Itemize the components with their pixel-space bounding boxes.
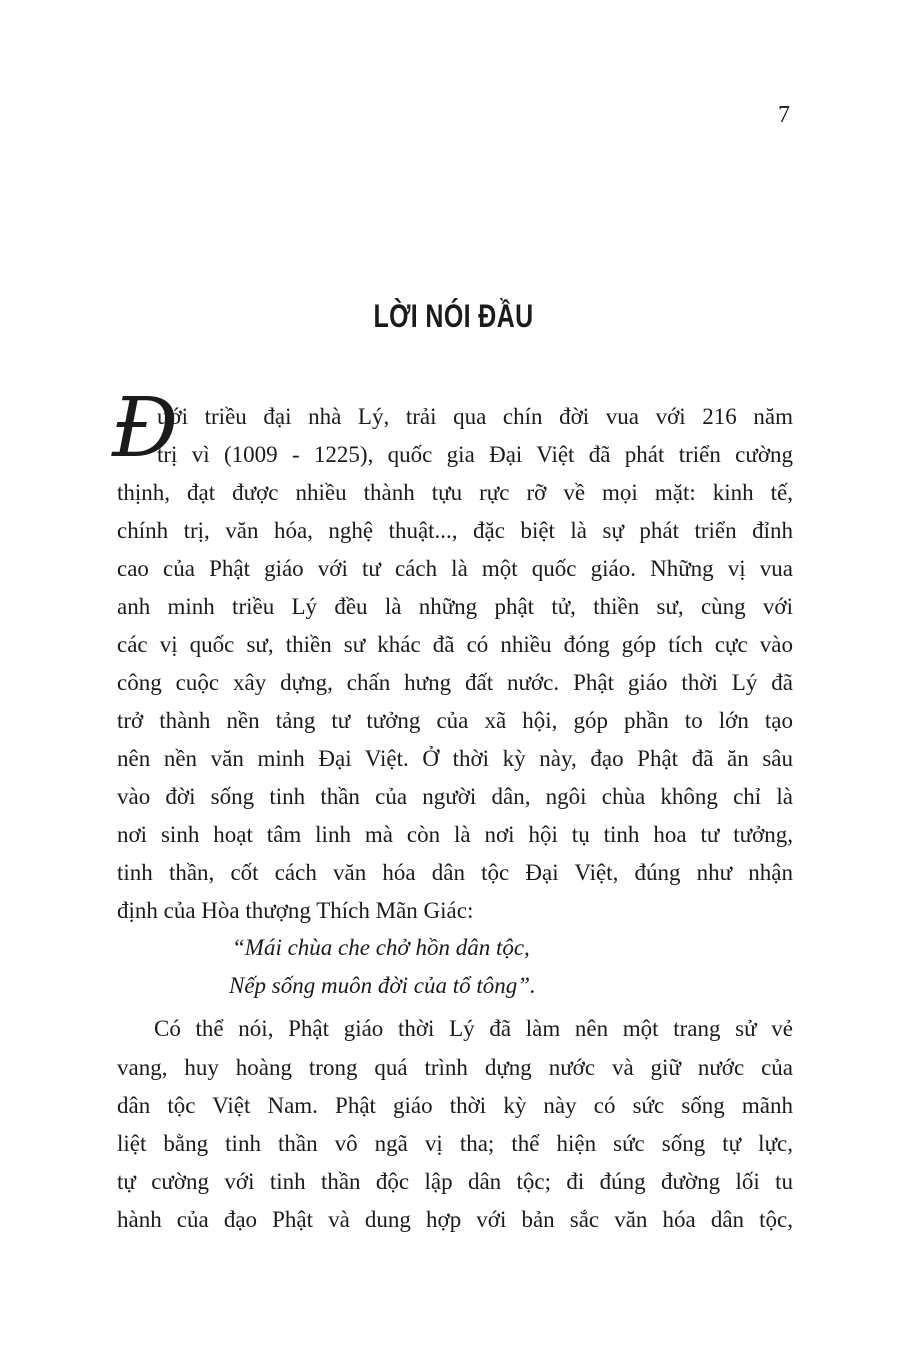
text-line: Có thể nói, Phật giáo thời Lý đã làm nên một trang sử vẻ [154,1016,793,1041]
text-line: hành của đạo Phật và dung hợp với bản sắc văn hóa dân tộc, [117,1207,793,1232]
text-line: tinh thần, cốt cách văn hóa dân tộc Đại Việt, đúng như nhận [117,860,793,885]
text-line: cao của Phật giáo với tư cách là một quốc giáo. Những vị vua [117,556,793,581]
chapter-title: LỜI NÓI ĐẦU [373,298,534,334]
text-line: tự cường với tinh thần độc lập dân tộc; đi đúng đường lối tu [117,1169,793,1194]
text-line: công cuộc xây dựng, chấn hưng đất nước. Phật giáo thời Lý đã [117,670,793,695]
text-line: nơi sinh hoạt tâm linh mà còn là nơi hội tụ tinh hoa tư tưởng, [117,822,793,847]
text-line: thịnh, đạt được nhiều thành tựu rực rỡ về mọi mặt: kinh tế, [117,480,793,505]
quote-line: Nếp sống muôn đời của tổ tông”. [229,973,536,998]
text-line: liệt bằng tinh thần vô ngã vị tha; thể hiện sức sống tự lực, [117,1131,793,1156]
text-line: định của Hòa thượng Thích Mãn Giác: [117,898,474,923]
text-line: trị vì (1009 - 1225), quốc gia Đại Việt đã phát triển cường [157,442,793,467]
text-line: nên nền văn minh Đại Việt. Ở thời kỳ này, đạo Phật đã ăn sâu [117,746,793,771]
page-number: 7 [778,102,790,128]
quote-line: “Mái chùa che chở hồn dân tộc, [232,935,530,960]
text-line: vang, huy hoàng trong quá trình dựng nước và giữ nước của [117,1055,793,1080]
text-line: chính trị, văn hóa, nghệ thuật..., đặc biệt là sự phát triển đỉnh [117,518,793,543]
text-line: anh minh triều Lý đều là những phật tử, thiền sư, cùng với [117,594,793,619]
text-line: trở thành nền tảng tư tưởng của xã hội, góp phần to lớn tạo [117,708,793,733]
text-line: ưới triều đại nhà Lý, trải qua chín đời vua với 216 năm [157,404,793,429]
text-line: các vị quốc sư, thiền sư khác đã có nhiều đóng góp tích cực vào [117,632,793,657]
text-line: dân tộc Việt Nam. Phật giáo thời kỳ này có sức sống mãnh [117,1093,793,1118]
text-line: vào đời sống tinh thần của người dân, ngôi chùa không chỉ là [117,784,793,809]
drop-cap: Đ [112,381,179,476]
